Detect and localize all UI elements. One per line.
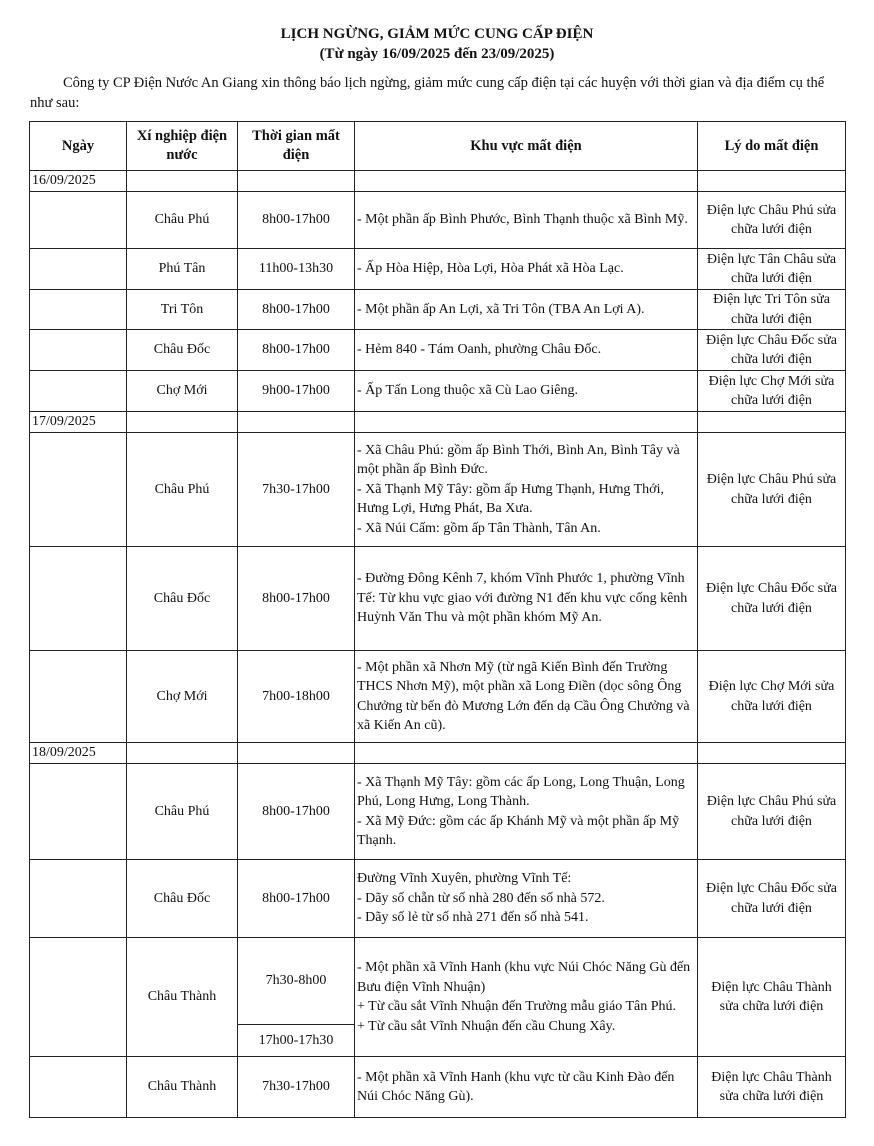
header-area: Khu vực mất điện	[355, 122, 698, 171]
unit-cell: Tri Tôn	[127, 290, 238, 330]
table-header-row	[30, 122, 846, 171]
area-cell: - Một phần xã Nhơn Mỹ (từ ngã Kiến Bình đến Trường THCS Nhơn Mỹ), một phần xã Long Điền (dọc sông Ông Chưởng từ bến đò Mương Lớn đến dạ Cầu Ông Chưởng và xã Kiến An cũ).	[355, 651, 698, 743]
header-date: Ngày	[30, 122, 127, 171]
date-row	[30, 412, 846, 433]
document-title: LỊCH NGỪNG, GIẢM MỨC CUNG CẤP ĐIỆN	[280, 26, 594, 42]
header-enterprise: Xí nghiệp điện nước	[127, 122, 238, 171]
date-cell: 18/09/2025	[30, 743, 127, 764]
table-row	[30, 651, 846, 743]
reason-cell: Điện lực Châu Đốc sửa chữa lưới điện	[698, 330, 846, 371]
header-reason: Lý do mất điện	[698, 122, 846, 171]
area-cell: - Một phần ấp Bình Phước, Bình Thạnh thuộc xã Bình Mỹ.	[355, 192, 698, 249]
table-row	[30, 1057, 846, 1118]
unit-cell: Châu Đốc	[127, 547, 238, 651]
reason-cell: Điện lực Tri Tôn sửa chữa lưới điện	[698, 290, 846, 330]
area-cell: - Xã Châu Phú: gồm ấp Bình Thới, Bình An, Bình Tây và một phần ấp Bình Đức. - Xã Thạnh Mỹ Tây: gồm ấp Hưng Thạnh, Hưng Thới, Hưng Lợi, Hưng Phát, Ba Xưa. - Xã Núi Cấm: gồm ấp Tân Thành, Tân An.	[355, 433, 698, 547]
unit-cell: Châu Đốc	[127, 860, 238, 938]
reason-cell: Điện lực Châu Đốc sửa chữa lưới điện	[698, 547, 846, 651]
area-cell: - Ấp Tấn Long thuộc xã Cù Lao Giêng.	[355, 371, 698, 412]
time-cell: 7h30-17h00	[238, 1057, 355, 1118]
reason-cell: Điện lực Chợ Mới sửa chữa lưới điện	[698, 371, 846, 412]
reason-cell: Điện lực Châu Thành sửa chữa lưới điện	[698, 1057, 846, 1118]
unit-cell: Châu Phú	[127, 192, 238, 249]
time-cell: 8h00-17h00	[238, 764, 355, 860]
unit-cell: Châu Thành	[127, 1057, 238, 1118]
time-cell: 8h00-17h00	[238, 330, 355, 371]
time-cell: 7h30-8h00	[238, 938, 355, 1025]
table-row	[30, 290, 846, 330]
area-cell: - Một phần xã Vĩnh Hanh (khu vực Núi Chóc Năng Gù đến Bưu điện Vĩnh Nhuận) + Từ cầu sắt Vĩnh Nhuận đến Trường mẫu giáo Tân Phú. + Từ cầu sắt Vĩnh Nhuận đến cầu Chung Xây.	[355, 938, 698, 1057]
unit-cell: Chợ Mới	[127, 651, 238, 743]
area-cell: - Một phần xã Vĩnh Hanh (khu vực từ cầu Kinh Đào đến Núi Chóc Năng Gù).	[355, 1057, 698, 1118]
document-subtitle: (Từ ngày 16/09/2025 đến 23/09/2025)	[319, 46, 555, 62]
reason-cell: Điện lực Chợ Mới sửa chữa lưới điện	[698, 651, 846, 743]
date-row	[30, 743, 846, 764]
time-cell: 8h00-17h00	[238, 547, 355, 651]
unit-cell: Châu Phú	[127, 433, 238, 547]
unit-cell: Châu Thành	[127, 938, 238, 1057]
date-cell: 17/09/2025	[30, 412, 127, 433]
time-cell: 8h00-17h00	[238, 192, 355, 249]
time-cell: 7h00-18h00	[238, 651, 355, 743]
area-cell: - Hẻm 840 - Tám Oanh, phường Châu Đốc.	[355, 330, 698, 371]
area-cell: - Đường Đông Kênh 7, khóm Vĩnh Phước 1, phường Vĩnh Tế: Từ khu vực giao với đường N1 đến khu vực cống kênh Huỳnh Văn Thu và một phần khóm Mỹ An.	[355, 547, 698, 651]
table-row	[30, 371, 846, 412]
table-row	[30, 192, 846, 249]
area-cell: - Một phần ấp An Lợi, xã Tri Tôn (TBA An Lợi A).	[355, 290, 698, 330]
table-row	[30, 330, 846, 371]
reason-cell: Điện lực Châu Phú sửa chữa lưới điện	[698, 764, 846, 860]
table-row	[30, 764, 846, 860]
reason-cell: Điện lực Tân Châu sửa chữa lưới điện	[698, 249, 846, 290]
time-cell: 17h00-17h30	[238, 1025, 355, 1057]
table-row	[30, 547, 846, 651]
table-row	[30, 860, 846, 938]
area-cell: - Ấp Hòa Hiệp, Hòa Lợi, Hòa Phát xã Hòa Lạc.	[355, 249, 698, 290]
time-cell: 11h00-13h30	[238, 249, 355, 290]
area-cell: Đường Vĩnh Xuyên, phường Vĩnh Tế: - Dãy số chẵn từ số nhà 280 đến số nhà 572. - Dãy số lẻ từ số nhà 271 đến số nhà 541.	[355, 860, 698, 938]
table-row	[30, 249, 846, 290]
time-cell: 8h00-17h00	[238, 290, 355, 330]
time-cell: 8h00-17h00	[238, 860, 355, 938]
unit-cell: Châu Đốc	[127, 330, 238, 371]
intro-paragraph: Công ty CP Điện Nước An Giang xin thông báo lịch ngừng, giảm mức cung cấp điện tại các huyện với thời gian và địa điểm cụ thể như sau:	[30, 75, 825, 111]
table-row	[30, 433, 846, 547]
table-row	[30, 938, 846, 1025]
reason-cell: Điện lực Châu Thành sửa chữa lưới điện	[698, 938, 846, 1057]
reason-cell: Điện lực Châu Đốc sửa chữa lưới điện	[698, 860, 846, 938]
unit-cell: Châu Phú	[127, 764, 238, 860]
date-row	[30, 171, 846, 192]
unit-cell: Chợ Mới	[127, 371, 238, 412]
time-cell: 7h30-17h00	[238, 433, 355, 547]
outage-schedule-table	[29, 121, 846, 1118]
unit-cell: Phú Tân	[127, 249, 238, 290]
header-time: Thời gian mất điện	[238, 122, 355, 171]
time-cell: 9h00-17h00	[238, 371, 355, 412]
reason-cell: Điện lực Châu Phú sửa chữa lưới điện	[698, 433, 846, 547]
area-cell: - Xã Thạnh Mỹ Tây: gồm các ấp Long, Long Thuận, Long Phú, Long Hưng, Long Thành. - Xã Mỹ Đức: gồm các ấp Khánh Mỹ và một phần ấp Mỹ Thạnh.	[355, 764, 698, 860]
date-cell: 16/09/2025	[30, 171, 127, 192]
reason-cell: Điện lực Châu Phú sửa chữa lưới điện	[698, 192, 846, 249]
